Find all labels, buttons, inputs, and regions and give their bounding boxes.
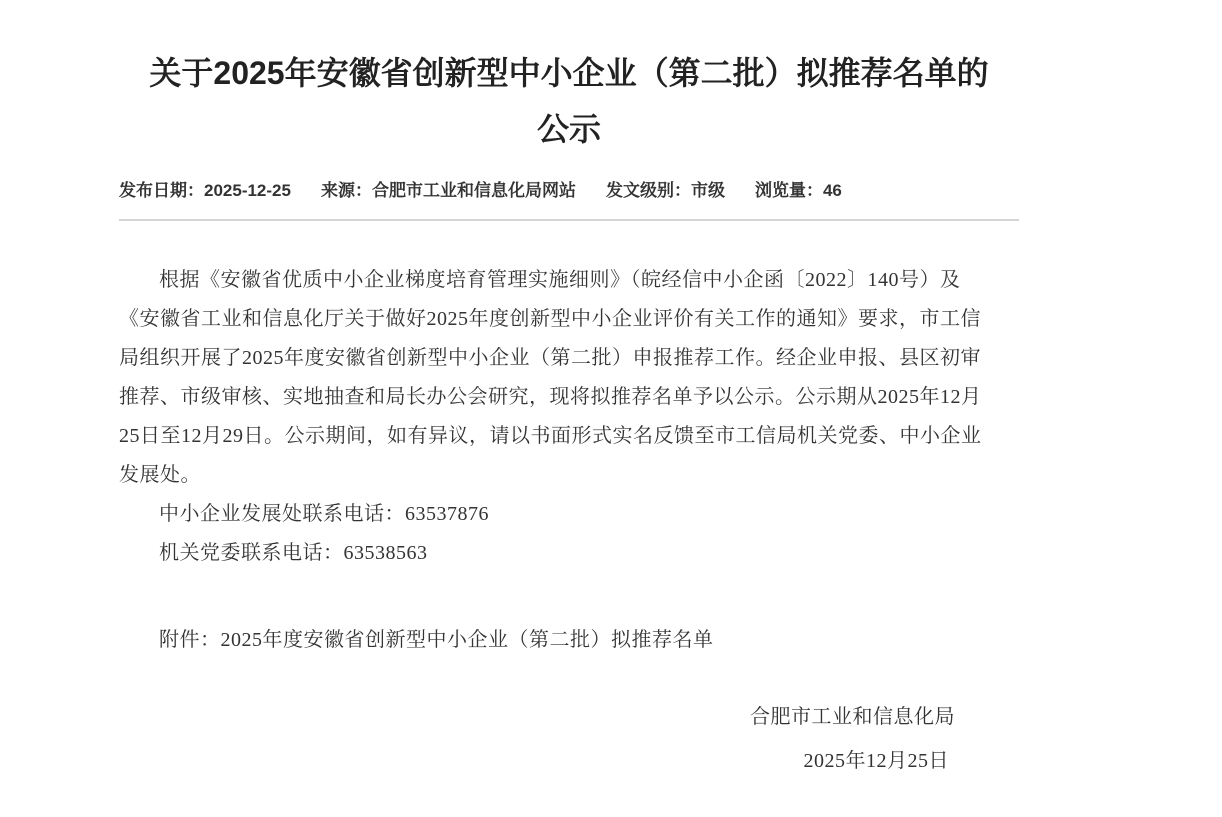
contact-phone-line: 机关党委联系电话：63538563	[159, 542, 428, 564]
attachment-link[interactable]: 附件：2025年度安徽省创新型中小企业（第二批）拟推荐名单	[159, 629, 714, 651]
meta-item	[606, 179, 725, 203]
meta-value: 2025-12-25	[204, 181, 291, 200]
paragraph-line: 《安徽省工业和信息化厅关于做好2025年度创新型中小企业评价有关工作的通知》要求，市工信	[119, 308, 981, 330]
meta-value: 市级	[690, 181, 725, 200]
contact-info	[119, 495, 1019, 573]
issue-date: 2025年12月25日	[803, 750, 949, 772]
meta-label: 发文级别：	[605, 181, 691, 200]
meta-item	[755, 179, 842, 203]
paragraph-line: 局组织开展了2025年度安徽省创新型中小企业（第二批）申报推荐工作。经企业申报、县区初审	[119, 347, 981, 369]
body-paragraph	[119, 261, 1019, 495]
page-title-line: 公示	[536, 111, 601, 147]
issuer-signature: 合肥市工业和信息化局	[750, 706, 955, 728]
paragraph-line: 推荐、市级审核、实地抽查和局长办公会研究，现将拟推荐名单予以公示。公示期从2025年12月	[119, 386, 982, 408]
document-content	[119, 0, 1019, 781]
article-body	[119, 261, 1019, 781]
meta-label: 发布日期：	[119, 181, 204, 200]
meta-label: 来源：	[320, 181, 372, 200]
divider	[119, 219, 1019, 221]
meta-item	[321, 179, 576, 203]
meta-item	[119, 179, 291, 203]
contact-phone-line: 中小企业发展处联系电话：63537876	[159, 503, 489, 525]
paragraph-line: 发展处。	[119, 464, 201, 486]
meta-label: 浏览量：	[754, 181, 823, 200]
paragraph-line: 25日至12月29日。公示期间，如有异议，请以书面形式实名反馈至市工信局机关党委、中小企业	[119, 425, 982, 447]
meta-bar	[119, 179, 1019, 203]
page-title	[119, 0, 1019, 157]
meta-value: 合肥市工业和信息化局网站	[371, 181, 576, 200]
meta-value: 46	[822, 181, 842, 200]
page-title-line: 关于2025年安徽省创新型中小企业（第二批）拟推荐名单的	[149, 55, 989, 91]
paragraph-line: 根据《安徽省优质中小企业梯度培育管理实施细则》（皖经信中小企函〔2022〕140号）及	[159, 269, 961, 291]
